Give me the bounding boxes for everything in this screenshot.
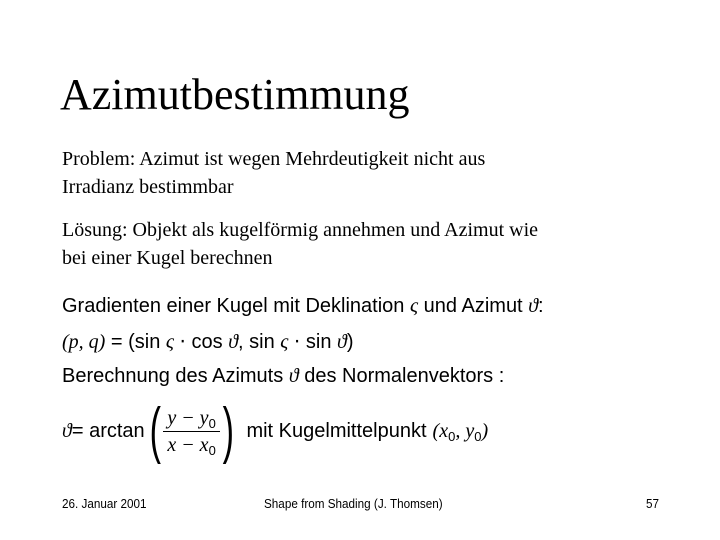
equals-arctan: = arctan [71,420,145,442]
center-point-text: mit Kugelmittelpunkt [246,420,427,442]
zeta-symbol: ς [165,331,175,353]
theta-symbol: ϑ [62,420,72,442]
equals-sin: = (sin [105,331,161,353]
theta-symbol: ϑ [288,365,299,387]
formula-line-gradient-equation [62,330,354,354]
theta-symbol: ϑ [337,331,347,353]
solution-line-1: Lösung: Objekt als kugelförmig annehmen und Azimut wie [62,219,539,241]
formula-line-azimuth-text [62,364,504,388]
theta-symbol: ϑ [528,295,539,317]
azimuth-description-b: des Normalenvektors : [304,365,505,387]
right-paren-large: ) [222,396,234,465]
pq-tuple: (p, q) [62,331,106,353]
solution-paragraph [62,216,672,272]
formula-line-arctan [62,398,488,464]
problem-line-1: Problem: Azimut ist wegen Mehrdeutigkeit nicht aus [62,148,486,170]
gradient-description: Gradienten einer Kugel mit Deklination [62,295,405,317]
comma-sin: , sin [238,331,275,353]
footer-presentation-title: Shape from Shading (J. Thomsen) [264,496,443,511]
colon: : [538,295,544,317]
problem-line-2: Irradianz bestimmbar [62,176,234,198]
slide-title: Azimutbestimmung [60,70,410,119]
close-paren: ) [346,331,354,353]
cdot-sin: ⋅ sin [288,331,332,353]
azimuth-description-a: Berechnung des Azimuts [62,365,284,387]
fraction [163,405,219,458]
theta-symbol: ϑ [228,331,239,353]
formula-line-gradient-text [62,294,544,318]
zeta-symbol: ς [409,295,419,317]
left-paren-large: ( [149,396,161,465]
zeta-symbol: ς [280,331,289,353]
cdot-cos: ⋅ cos [174,331,223,353]
footer-page-number: 57 [646,496,660,511]
fraction-numerator: $y - y_0$ [167,406,216,431]
footer-date: 26. Januar 2001 [62,496,147,511]
problem-paragraph [62,145,672,201]
and-azimuth-text: und Azimut [423,295,523,317]
center-point-coords: ($x_0$, $y_0$) [432,420,489,444]
fraction-denominator: $x - x_0$ [167,433,216,458]
solution-line-2: bei einer Kugel berechnen [62,247,273,269]
